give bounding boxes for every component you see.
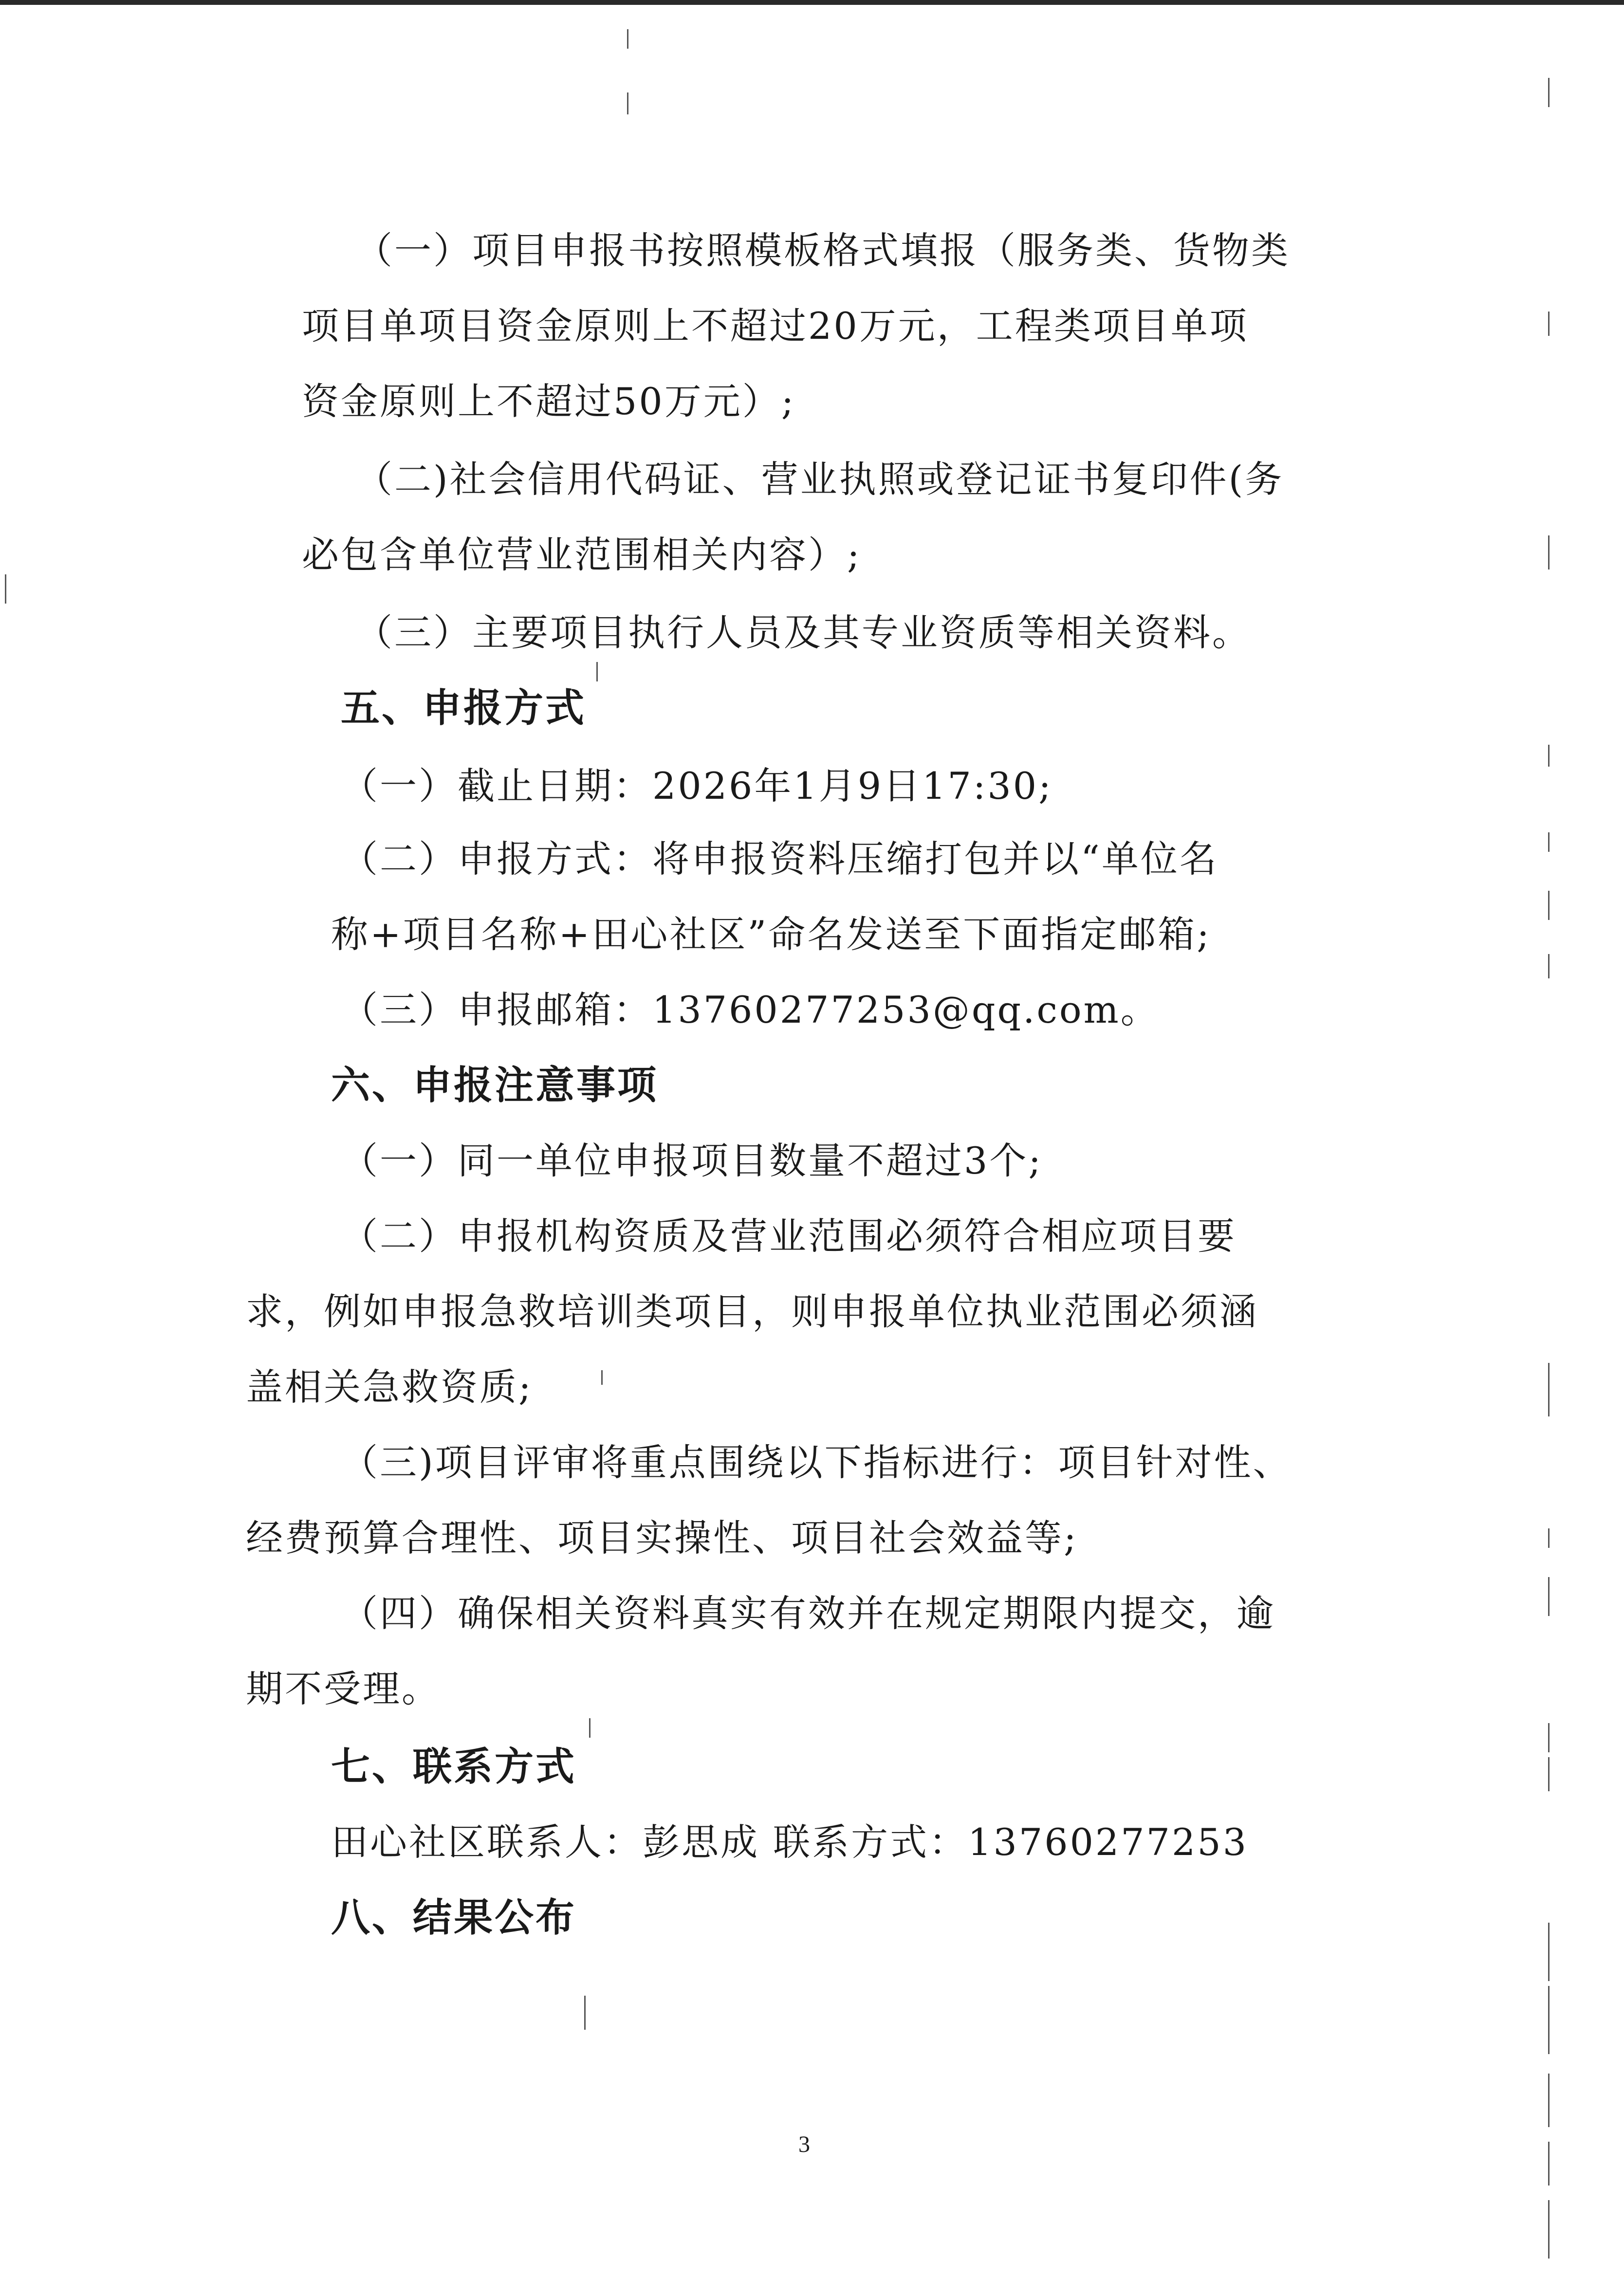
- scan-mark: [1548, 535, 1550, 569]
- list-item: （一）截止日期：2026年1月9日17:30;: [341, 764, 1053, 808]
- list-item: 期不受理。: [246, 1667, 441, 1710]
- section-heading: 五、申报方式: [341, 685, 586, 731]
- scan-mark: [584, 1996, 586, 2030]
- scan-mark: [1548, 891, 1550, 920]
- scan-mark: [5, 574, 6, 604]
- scan-mark: [589, 1718, 591, 1738]
- scan-mark: [1548, 832, 1550, 852]
- paragraph-line: （一）项目申报书按照模板格式填报（服务类、货物类: [355, 229, 1290, 272]
- scan-mark: [1548, 2142, 1550, 2186]
- section-heading: 七、联系方式: [331, 1744, 576, 1789]
- section-heading: 六、申报注意事项: [331, 1063, 658, 1108]
- list-item: （四）确保相关资料真实有效并在规定期限内提交，逾: [341, 1592, 1275, 1635]
- scan-mark: [627, 29, 628, 49]
- scan-mark: [1548, 1757, 1550, 1791]
- scan-mark: [601, 1370, 603, 1385]
- scan-mark: [596, 662, 598, 681]
- list-item: （二）申报方式：将申报资料压缩打包并以“单位名: [341, 837, 1218, 881]
- list-item: （一）同一单位申报项目数量不超过3个;: [341, 1139, 1043, 1182]
- list-item: （三）申报邮箱：13760277253@qq.com。: [341, 988, 1160, 1031]
- scan-mark: [1548, 1723, 1550, 1752]
- list-item: （二）申报机构资质及营业范围必须符合相应项目要: [341, 1214, 1236, 1258]
- paragraph-line: 必包含单位营业范围相关内容）;: [302, 533, 862, 576]
- list-item: 称+项目名称+田心社区”命名发送至下面指定邮箱;: [331, 913, 1211, 956]
- list-item: 求，例如申报急救培训类项目，则申报单位执业范围必须涵: [246, 1290, 1258, 1333]
- page-number: 3: [798, 2131, 810, 2157]
- scan-mark: [1548, 1577, 1550, 1616]
- scan-mark: [1548, 312, 1550, 336]
- paragraph-line: （二)社会信用代码证、营业执照或登记证书复印件(务: [355, 458, 1284, 501]
- list-item: （三)项目评审将重点围绕以下指标进行：项目针对性、: [341, 1441, 1292, 1484]
- paragraph-line: （三）主要项目执行人员及其专业资质等相关资料。: [355, 611, 1251, 654]
- section-heading: 八、结果公布: [331, 1895, 576, 1940]
- scan-mark: [1548, 78, 1550, 107]
- scan-mark: [1548, 1528, 1550, 1548]
- paragraph-line: 项目单项目资金原则上不超过20万元，工程类项目单项: [302, 304, 1249, 348]
- list-item: 经费预算合理性、项目实操性、项目社会效益等;: [246, 1516, 1078, 1560]
- scan-mark: [1548, 2074, 1550, 2127]
- scan-mark: [1548, 745, 1550, 767]
- scan-mark: [1548, 1363, 1550, 1416]
- scan-mark: [1548, 1986, 1550, 2054]
- scan-mark: [1548, 2200, 1550, 2259]
- list-item: 盖相关急救资质;: [246, 1365, 533, 1409]
- scan-mark: [1548, 1923, 1550, 1981]
- contact-line: 田心社区联系人：彭思成 联系方式：13760277253: [331, 1820, 1249, 1864]
- scan-mark: [627, 92, 628, 114]
- scan-top-edge: [0, 0, 1624, 5]
- scan-mark: [1548, 954, 1550, 978]
- paragraph-line: 资金原则上不超过50万元）;: [302, 380, 796, 423]
